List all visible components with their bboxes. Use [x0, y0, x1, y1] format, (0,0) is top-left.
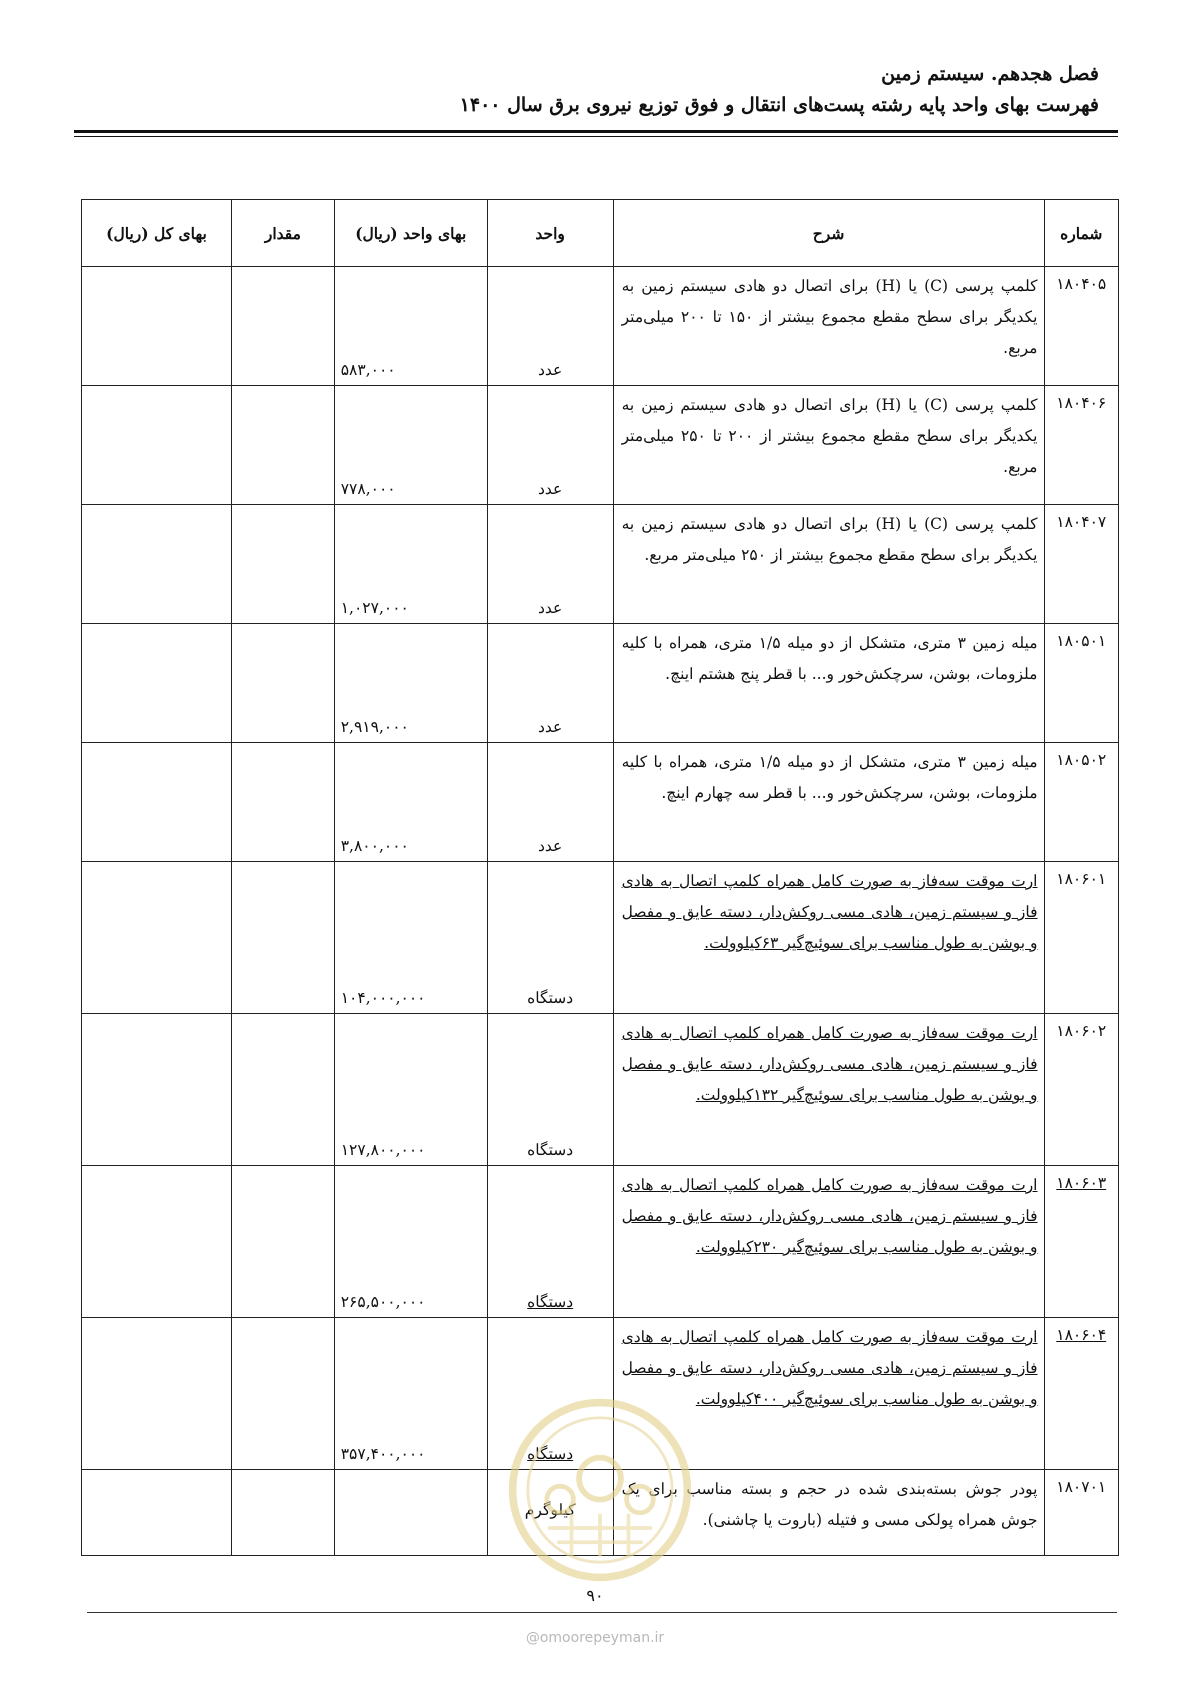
item-unit-price: ۲۶۵,۵۰۰,۰۰۰ [334, 1166, 487, 1318]
item-code: ۱۸۰۵۰۱ [1044, 624, 1119, 743]
item-total-price [82, 267, 232, 386]
item-total-price [82, 1014, 232, 1166]
footer-divider [87, 1612, 1117, 1613]
item-unit-price: ۱۲۷,۸۰۰,۰۰۰ [334, 1014, 487, 1166]
document-title: فهرست بهای واحد پایه رشته پست‌های انتقال و فوق توزیع نیروی برق سال ۱۴۰۰ [459, 94, 1099, 116]
item-unit: عدد [487, 624, 613, 743]
item-unit: دستگاه [487, 1166, 613, 1318]
item-code: ۱۸۰۶۰۴ [1044, 1318, 1119, 1470]
item-unit: دستگاه [487, 1318, 613, 1470]
item-code: ۱۸۰۴۰۶ [1044, 386, 1119, 505]
item-total-price [82, 1470, 232, 1556]
column-header-code: شماره [1044, 200, 1119, 267]
item-description: میله زمین ۳ متری، متشکل از دو میله ۱/۵ متری، همراه با کلیه ملزومات، بوشن، سرچکش‌خور و... با قطر پنج هشتم اینچ. [613, 624, 1044, 743]
column-header-unit: واحد [487, 200, 613, 267]
item-code: ۱۸۰۶۰۳ [1044, 1166, 1119, 1318]
item-description: کلمپ پرسی (C) یا (H) برای اتصال دو هادی سیستم زمین به یکدیگر برای سطح مقطع مجموع بیشتر از ۲۰۰ تا ۲۵۰ میلی‌متر مربع. [613, 386, 1044, 505]
item-quantity [232, 1014, 335, 1166]
table-row [82, 743, 1119, 862]
table-row [82, 386, 1119, 505]
item-total-price [82, 1318, 232, 1470]
column-header-total-price: بهای کل (ریال) [82, 200, 232, 267]
table-row [82, 1166, 1119, 1318]
item-quantity [232, 386, 335, 505]
item-unit-price: ۱۰۴,۰۰۰,۰۰۰ [334, 862, 487, 1014]
item-code: ۱۸۰۶۰۲ [1044, 1014, 1119, 1166]
column-header-unit-price: بهای واحد (ریال) [334, 200, 487, 267]
item-code: ۱۸۰۴۰۷ [1044, 505, 1119, 624]
header-divider [74, 130, 1118, 133]
item-quantity [232, 1166, 335, 1318]
item-unit-price: ۳,۸۰۰,۰۰۰ [334, 743, 487, 862]
item-description: کلمپ پرسی (C) یا (H) برای اتصال دو هادی سیستم زمین به یکدیگر برای سطح مقطع مجموع بیشتر از ۱۵۰ تا ۲۰۰ میلی‌متر مربع. [613, 267, 1044, 386]
item-total-price [82, 505, 232, 624]
item-unit: کیلوگرم [487, 1470, 613, 1556]
item-unit-price [334, 1470, 487, 1556]
watermark-text: @omoorepeyman.ir [525, 1630, 665, 1646]
item-description: ارت موقت سه‌فاز به صورت کامل همراه کلمپ اتصال به هادی فاز و سیستم زمین، هادی مسی روکش‌دار، دسته عایق و مفصل و بوشن به طول مناسب برای سوئیچ‌گیر ۶۳کیلوولت. [613, 862, 1044, 1014]
page-header [69, 60, 1099, 120]
table-row [82, 1014, 1119, 1166]
item-quantity [232, 1470, 335, 1556]
table-row [82, 267, 1119, 386]
item-total-price [82, 743, 232, 862]
item-unit-price: ۲,۹۱۹,۰۰۰ [334, 624, 487, 743]
item-code: ۱۸۰۶۰۱ [1044, 862, 1119, 1014]
watermark-seal-icon [505, 1395, 695, 1585]
item-code: ۱۸۰۷۰۱ [1044, 1470, 1119, 1556]
column-header-quantity: مقدار [232, 200, 335, 267]
item-total-price [82, 862, 232, 1014]
item-unit: عدد [487, 505, 613, 624]
item-total-price [82, 386, 232, 505]
item-unit: عدد [487, 267, 613, 386]
item-description: ارت موقت سه‌فاز به صورت کامل همراه کلمپ اتصال به هادی فاز و سیستم زمین، هادی مسی روکش‌دار، دسته عایق و مفصل و بوشن به طول مناسب برای سوئیچ‌گیر ۱۳۲کیلوولت. [613, 1014, 1044, 1166]
item-quantity [232, 624, 335, 743]
item-unit-price: ۱,۰۲۷,۰۰۰ [334, 505, 487, 624]
item-quantity [232, 505, 335, 624]
item-quantity [232, 862, 335, 1014]
table-row [82, 862, 1119, 1014]
item-quantity [232, 267, 335, 386]
item-unit: عدد [487, 743, 613, 862]
item-description: کلمپ پرسی (C) یا (H) برای اتصال دو هادی سیستم زمین به یکدیگر برای سطح مقطع مجموع بیشتر از ۲۵۰ میلی‌متر مربع. [613, 505, 1044, 624]
table-row [82, 624, 1119, 743]
item-code: ۱۸۰۴۰۵ [1044, 267, 1119, 386]
header-divider-thin [74, 136, 1118, 137]
item-unit: دستگاه [487, 862, 613, 1014]
price-list-table [81, 199, 1119, 1556]
item-description: ارت موقت سه‌فاز به صورت کامل همراه کلمپ اتصال به هادی فاز و سیستم زمین، هادی مسی روکش‌دار، دسته عایق و مفصل و بوشن به طول مناسب برای سوئیچ‌گیر ۴۰۰کیلوولت. [613, 1318, 1044, 1470]
chapter-title: فصل هجدهم. سیستم زمین [881, 63, 1099, 85]
item-code: ۱۸۰۵۰۲ [1044, 743, 1119, 862]
item-unit-price: ۳۵۷,۴۰۰,۰۰۰ [334, 1318, 487, 1470]
table-header-row [82, 200, 1119, 267]
table-row [82, 505, 1119, 624]
item-total-price [82, 624, 232, 743]
item-unit: دستگاه [487, 1014, 613, 1166]
item-description: پودر جوش بسته‌بندی شده در حجم و بسته مناسب برای یک جوش همراه پولکی مسی و فتیله (باروت یا چاشنی). [613, 1470, 1044, 1556]
item-total-price [82, 1166, 232, 1318]
item-unit: عدد [487, 386, 613, 505]
item-unit-price: ۷۷۸,۰۰۰ [334, 386, 487, 505]
item-quantity [232, 743, 335, 862]
page-number: ۹۰ [586, 1586, 604, 1605]
item-description: میله زمین ۳ متری، متشکل از دو میله ۱/۵ متری، همراه با کلیه ملزومات، بوشن، سرچکش‌خور و... با قطر سه چهارم اینچ. [613, 743, 1044, 862]
item-quantity [232, 1318, 335, 1470]
item-description: ارت موقت سه‌فاز به صورت کامل همراه کلمپ اتصال به هادی فاز و سیستم زمین، هادی مسی روکش‌دار، دسته عایق و مفصل و بوشن به طول مناسب برای سوئیچ‌گیر ۲۳۰کیلوولت. [613, 1166, 1044, 1318]
column-header-description: شرح [613, 200, 1044, 267]
item-unit-price: ۵۸۳,۰۰۰ [334, 267, 487, 386]
